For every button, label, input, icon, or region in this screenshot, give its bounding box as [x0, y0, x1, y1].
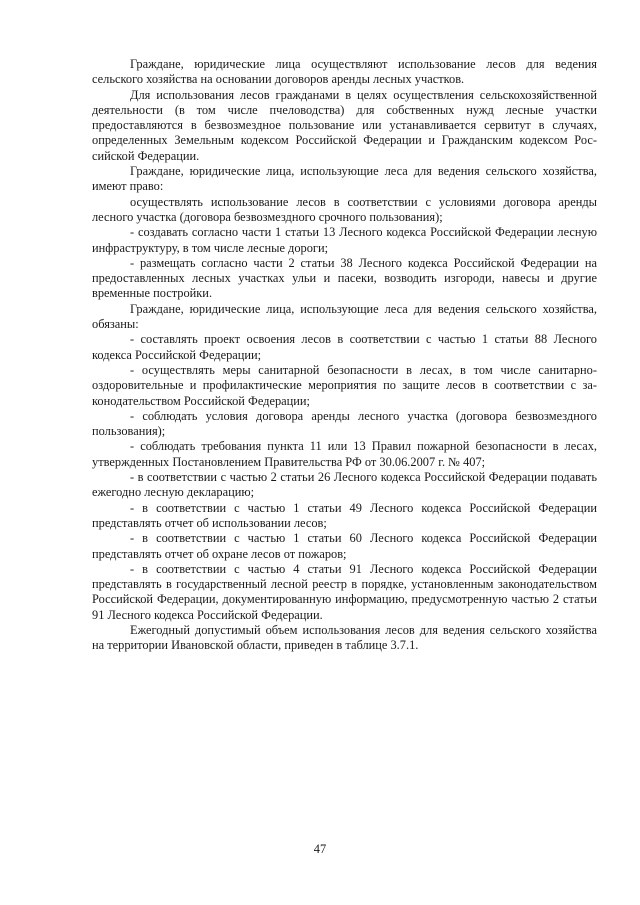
paragraph-11: - соблюдать требования пункта 11 или 13 Правил пожарной безопасности в лесах, утвержденных Постановлением Правительства РФ от 30.06.2007 г. № 407; — [92, 439, 597, 469]
paragraph-12: - в соответствии с частью 2 статьи 26 Лесного кодекса Российской Федерации подавать ежегодно лесную декларацию; — [92, 470, 597, 500]
paragraph-7: Граждане, юридические лица, использующие леса для ведения сельского хозяйства, обязаны: — [92, 301, 597, 332]
paragraph-3: Граждане, юридические лица, использующие леса для ведения сельского хозяйства, имеют право: — [92, 164, 597, 194]
body-text — [92, 57, 597, 654]
paragraph-2: Для использования лесов гражданами в целях осуществления сельскохозяйственной деятельности (в том числе пчеловодства) для собственных нужд лесные участки предоставляются в безвозмездное пользование или устанавливается сервитут в случаях, определенных Земельным кодексом Российской Федерации и Гражданским кодексом Российской Федерации. — [92, 87, 597, 163]
paragraph-15: - в соответствии с частью 4 статьи 91 Лесного кодекса Российской Федерации представлять в государственный лесной реестр в порядке, установленным законодательством Российской Федерации, документированную информацию, предусмотренную частью 2 статьи 91 Лесного кодекса Российской Федерации. — [92, 561, 597, 622]
paragraph-6: - размещать согласно части 2 статьи 38 Лесного кодекса Российской Федерации на предоставленных лесных участках ульи и пасеки, возводить изгороди, навесы и другие временные постройки. — [92, 255, 597, 301]
paragraph-14: - в соответствии с частью 1 статьи 60 Лесного кодекса Российской Федерации представлять отчет об охране лесов от пожаров; — [92, 531, 597, 561]
paragraph-9: - осуществлять меры санитарной безопасности в лесах, в том числе санитарно-оздоровительные и профилактические мероприятия по защите лесов в соответствии с законодательством Российской Федерации; — [92, 362, 597, 408]
paragraph-5: - создавать согласно части 1 статьи 13 Лесного кодекса Российской Федерации лесную инфраструктуру, в том числе лесные дороги; — [92, 225, 597, 255]
paragraph-8: - составлять проект освоения лесов в соответствии с частью 1 статьи 88 Лесного кодекса Российской Федерации; — [92, 332, 597, 362]
paragraph-16: Ежегодный допустимый объем использования лесов для ведения сельского хозяйства на территории Ивановской области, приведен в таблице 3.7.1. — [92, 622, 597, 653]
paragraph-10: - соблюдать условия договора аренды лесного участка (договора безвозмездного пользования); — [92, 408, 597, 439]
paragraph-13: - в соответствии с частью 1 статьи 49 Лесного кодекса Российской Федерации представлять отчет об использовании лесов; — [92, 500, 597, 530]
paragraph-4: осуществлять использование лесов в соответствии с условиями договора аренды лесного участка (договора безвозмездного срочного пользования); — [92, 194, 597, 224]
page-number: 47 — [313, 842, 327, 856]
paragraph-1: Граждане, юридические лица осуществляют использование лесов для ведения сельского хозяйства на основании договоров аренды лесных участков. — [92, 57, 597, 87]
